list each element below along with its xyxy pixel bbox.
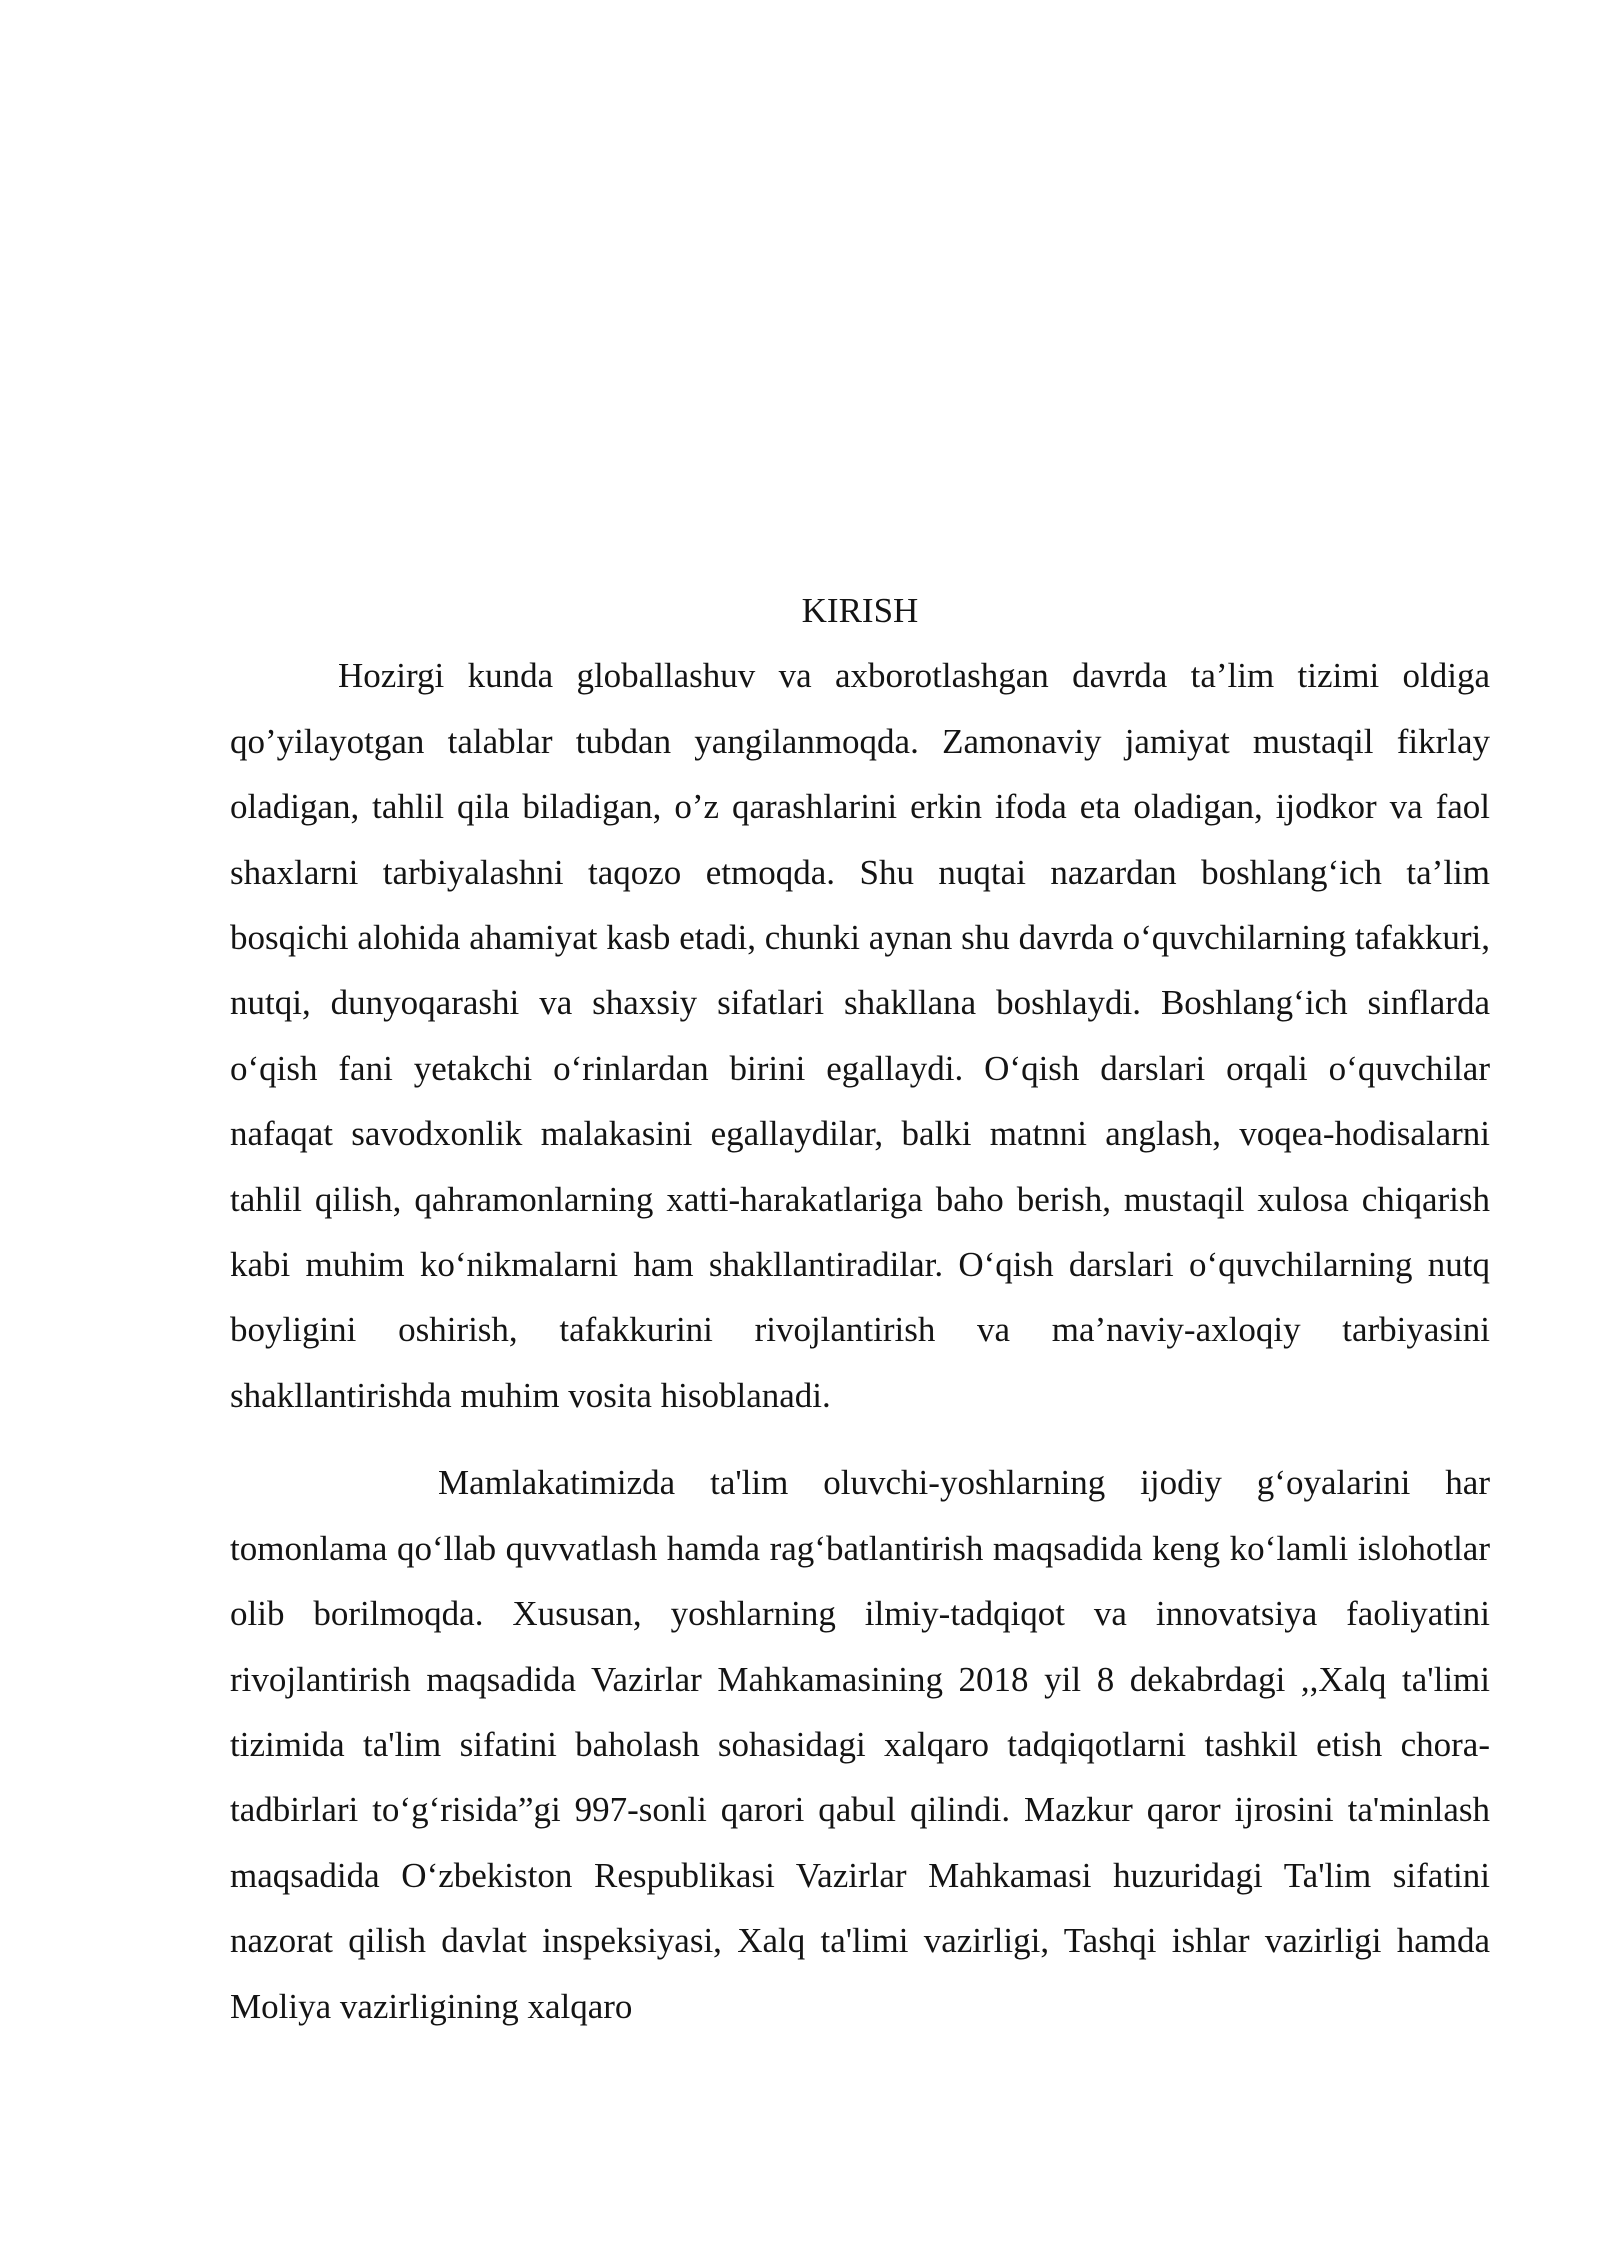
document-body [230,578,1490,2039]
page-title: KIRISH [801,591,919,630]
paragraph-1: Hozirgi kunda globallashuv va axborotlashgan davrda ta’lim tizimi oldiga qo’yilayotgan talablar tubdan yangilanmoqda. Zamonaviy jamiyat mustaqil fikrlay oladigan, tahlil qila biladigan, o’z qarashlarini erkin ifoda eta oladigan, ijodkor va faol shaxlarni tarbiyalashni taqozo etmoqda. Shu nuqtai nazardan boshlang‘ich ta’lim bosqichi alohida ahamiyat kasb etadi, chunki aynan shu davrda o‘quvchilarning tafakkuri, nutqi, dunyoqarashi va shaxsiy sifatlari shakllana boshlaydi. Boshlang‘ich sinflarda o‘qish fani yetakchi o‘rinlardan birini egallaydi. O‘qish darslari orqali o‘quvchilar nafaqat savodxonlik malakasini egallaydilar, balki matnni anglash, voqea-hodisalarni tahlil qilish, qahramonlarning xatti-harakatlariga baho berish, mustaqil xulosa chiqarish kabi muhim ko‘nikmalarni ham shakllantiradilar. O‘qish darslari o‘quvchilarning nutq boyligini oshirish, tafakkurini rivojlantirish va ma’naviy-axloqiy tarbiyasini shakllantirishda muhim vosita hisoblanadi. [230,656,1490,1415]
paragraph-2: Mamlakatimizda ta'lim oluvchi-yoshlarning ijodiy g‘oyalarini har tomonlama qo‘llab quvvatlash hamda rag‘batlantirish maqsadida keng ko‘lamli islohotlar olib borilmoqda. Xususan, yoshlarning ilmiy-tadqiqot va innovatsiya faoliyatini rivojlantirish maqsadida Vazirlar Mahkamasining 2018 yil 8 dekabrdagi ,,Xalq ta'limi tizimida ta'lim sifatini baholash sohasidagi xalqaro tadqiqotlarni tashkil etish chora-tadbirlari to‘g‘risida”gi 997-sonli qarori qabul qilindi. Mazkur qaror ijrosini ta'minlash maqsadida O‘zbekiston Respublikasi Vazirlar Mahkamasi huzuridagi Ta'lim sifatini nazorat qilish davlat inspeksiyasi, Xalq ta'limi vazirligi, Tashqi ishlar vazirligi hamda Moliya vazirligining xalqaro [230,1463,1490,2026]
